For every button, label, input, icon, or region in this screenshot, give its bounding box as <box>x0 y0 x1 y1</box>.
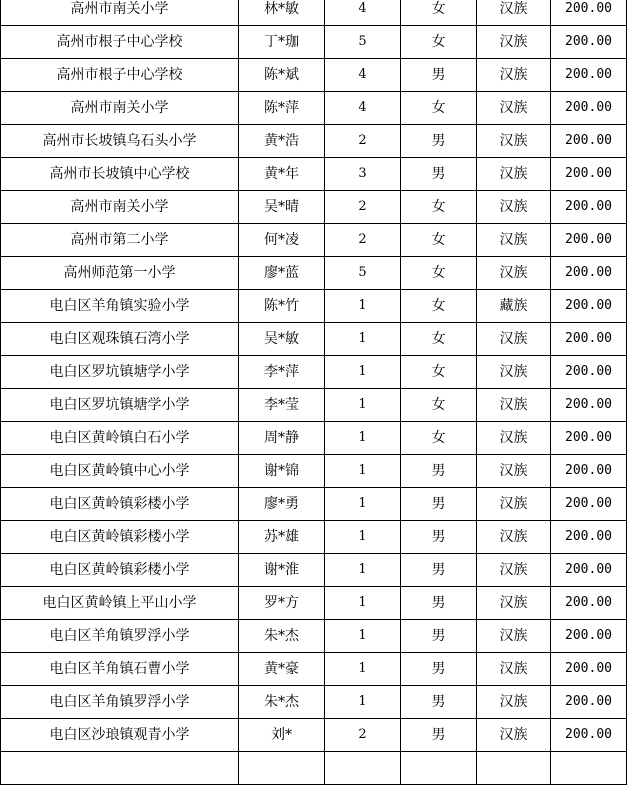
table-row <box>1 488 627 521</box>
school-cell: 电白区观珠镇石湾小学 <box>1 323 239 356</box>
amount-cell: 200.00 <box>551 191 627 224</box>
school-cell: 高州市南关小学 <box>1 191 239 224</box>
student-name-cell: 何*凌 <box>239 224 325 257</box>
ethnicity-cell: 汉族 <box>477 191 551 224</box>
school-cell: 高州市根子中心学校 <box>1 26 239 59</box>
ethnicity-cell: 汉族 <box>477 0 551 26</box>
ethnicity-cell: 汉族 <box>477 323 551 356</box>
gender-cell: 女 <box>401 290 477 323</box>
student-name-cell: 黄*豪 <box>239 653 325 686</box>
school-cell: 电白区黄岭镇彩楼小学 <box>1 488 239 521</box>
gender-cell: 女 <box>401 356 477 389</box>
amount-cell: 200.00 <box>551 158 627 191</box>
amount-cell: 200.00 <box>551 587 627 620</box>
gender-cell: 男 <box>401 554 477 587</box>
grade-cell: 1 <box>325 356 401 389</box>
grade-cell: 1 <box>325 290 401 323</box>
amount-cell: 200.00 <box>551 686 627 719</box>
student-name-cell: 陈*竹 <box>239 290 325 323</box>
gender-cell: 男 <box>401 719 477 752</box>
amount-cell: 200.00 <box>551 92 627 125</box>
ethnicity-cell: 汉族 <box>477 719 551 752</box>
ethnicity-cell: 汉族 <box>477 59 551 92</box>
table-row <box>1 224 627 257</box>
ethnicity-cell: 汉族 <box>477 158 551 191</box>
school-cell: 电白区黄岭镇彩楼小学 <box>1 521 239 554</box>
student-name-cell: 陈*斌 <box>239 59 325 92</box>
school-cell: 高州市南关小学 <box>1 0 239 26</box>
student-name-cell: 朱*杰 <box>239 620 325 653</box>
table-row <box>1 59 627 92</box>
grade-cell: 1 <box>325 323 401 356</box>
table-row <box>1 158 627 191</box>
school-cell: 高州市南关小学 <box>1 92 239 125</box>
grade-cell: 2 <box>325 191 401 224</box>
school-cell: 电白区羊角镇石曹小学 <box>1 653 239 686</box>
table-row <box>1 191 627 224</box>
table-row <box>1 521 627 554</box>
gender-cell: 女 <box>401 92 477 125</box>
amount-cell: 200.00 <box>551 323 627 356</box>
student-name-cell: 丁*珈 <box>239 26 325 59</box>
table-row <box>1 125 627 158</box>
ethnicity-cell: 汉族 <box>477 26 551 59</box>
table-row <box>1 653 627 686</box>
table-row <box>1 356 627 389</box>
table-row <box>1 620 627 653</box>
ethnicity-cell: 汉族 <box>477 521 551 554</box>
student-name-cell: 李*莹 <box>239 389 325 422</box>
grade-cell: 5 <box>325 257 401 290</box>
table-row <box>1 257 627 290</box>
school-cell: 电白区羊角镇罗浮小学 <box>1 686 239 719</box>
school-cell: 高州市根子中心学校 <box>1 59 239 92</box>
amount-cell: 200.00 <box>551 719 627 752</box>
school-cell: 高州师范第一小学 <box>1 257 239 290</box>
amount-cell: 200.00 <box>551 356 627 389</box>
ethnicity-cell: 汉族 <box>477 257 551 290</box>
roster-body <box>1 0 627 785</box>
student-name-cell: 林*敏 <box>239 0 325 26</box>
grade-cell: 1 <box>325 521 401 554</box>
table-row <box>1 752 627 785</box>
gender-cell: 女 <box>401 26 477 59</box>
amount-cell: 200.00 <box>551 389 627 422</box>
school-cell: 电白区黄岭镇白石小学 <box>1 422 239 455</box>
grade-cell: 1 <box>325 653 401 686</box>
table-row <box>1 26 627 59</box>
grade-cell: 1 <box>325 389 401 422</box>
gender-cell: 女 <box>401 0 477 26</box>
ethnicity-cell: 汉族 <box>477 488 551 521</box>
amount-cell: 200.00 <box>551 653 627 686</box>
table-row <box>1 323 627 356</box>
gender-cell: 男 <box>401 158 477 191</box>
school-cell: 电白区罗坑镇塘学小学 <box>1 389 239 422</box>
gender-cell: 女 <box>401 191 477 224</box>
student-name-cell: 罗*方 <box>239 587 325 620</box>
amount-cell: 200.00 <box>551 422 627 455</box>
amount-cell: 200.00 <box>551 59 627 92</box>
school-cell: 电白区羊角镇实验小学 <box>1 290 239 323</box>
student-name-cell: 吴*晴 <box>239 191 325 224</box>
gender-cell: 男 <box>401 125 477 158</box>
amount-cell: 200.00 <box>551 620 627 653</box>
gender-cell: 男 <box>401 620 477 653</box>
grade-cell: 2 <box>325 125 401 158</box>
table-row <box>1 554 627 587</box>
student-name-cell: 黄*年 <box>239 158 325 191</box>
table-row <box>1 587 627 620</box>
gender-cell: 女 <box>401 224 477 257</box>
ethnicity-cell: 汉族 <box>477 356 551 389</box>
gender-cell: 男 <box>401 59 477 92</box>
school-cell: 电白区罗坑镇塘学小学 <box>1 356 239 389</box>
grade-cell <box>325 752 401 785</box>
grade-cell: 1 <box>325 587 401 620</box>
student-name-cell: 苏*雄 <box>239 521 325 554</box>
school-cell: 电白区羊角镇罗浮小学 <box>1 620 239 653</box>
student-name-cell: 吴*敏 <box>239 323 325 356</box>
grade-cell: 5 <box>325 26 401 59</box>
student-name-cell: 谢*锦 <box>239 455 325 488</box>
student-name-cell: 朱*杰 <box>239 686 325 719</box>
student-name-cell: 周*静 <box>239 422 325 455</box>
grade-cell: 1 <box>325 686 401 719</box>
gender-cell: 女 <box>401 323 477 356</box>
school-cell: 高州市长坡镇中心学校 <box>1 158 239 191</box>
ethnicity-cell: 汉族 <box>477 620 551 653</box>
student-name-cell: 谢*淮 <box>239 554 325 587</box>
grade-cell: 4 <box>325 59 401 92</box>
grade-cell: 1 <box>325 620 401 653</box>
gender-cell <box>401 752 477 785</box>
table-row <box>1 686 627 719</box>
table-row <box>1 0 627 26</box>
grade-cell: 3 <box>325 158 401 191</box>
student-name-cell: 黄*浩 <box>239 125 325 158</box>
gender-cell: 男 <box>401 488 477 521</box>
ethnicity-cell: 汉族 <box>477 587 551 620</box>
ethnicity-cell: 汉族 <box>477 653 551 686</box>
gender-cell: 女 <box>401 257 477 290</box>
table-row <box>1 719 627 752</box>
gender-cell: 女 <box>401 389 477 422</box>
grade-cell: 1 <box>325 488 401 521</box>
grade-cell: 1 <box>325 422 401 455</box>
amount-cell: 200.00 <box>551 257 627 290</box>
ethnicity-cell: 汉族 <box>477 422 551 455</box>
table-row <box>1 290 627 323</box>
grade-cell: 1 <box>325 554 401 587</box>
table-row <box>1 389 627 422</box>
table-row <box>1 92 627 125</box>
amount-cell <box>551 752 627 785</box>
student-name-cell: 廖*蓝 <box>239 257 325 290</box>
amount-cell: 200.00 <box>551 554 627 587</box>
amount-cell: 200.00 <box>551 488 627 521</box>
school-cell: 电白区沙琅镇观青小学 <box>1 719 239 752</box>
school-cell: 电白区黄岭镇上平山小学 <box>1 587 239 620</box>
amount-cell: 200.00 <box>551 455 627 488</box>
grade-cell: 1 <box>325 455 401 488</box>
student-name-cell: 刘* <box>239 719 325 752</box>
ethnicity-cell: 藏族 <box>477 290 551 323</box>
school-cell <box>1 752 239 785</box>
school-cell: 电白区黄岭镇中心小学 <box>1 455 239 488</box>
gender-cell: 男 <box>401 455 477 488</box>
table-row <box>1 455 627 488</box>
ethnicity-cell <box>477 752 551 785</box>
ethnicity-cell: 汉族 <box>477 224 551 257</box>
school-cell: 电白区黄岭镇彩楼小学 <box>1 554 239 587</box>
ethnicity-cell: 汉族 <box>477 125 551 158</box>
gender-cell: 女 <box>401 422 477 455</box>
student-name-cell: 廖*勇 <box>239 488 325 521</box>
ethnicity-cell: 汉族 <box>477 554 551 587</box>
school-cell: 高州市第二小学 <box>1 224 239 257</box>
ethnicity-cell: 汉族 <box>477 389 551 422</box>
grade-cell: 2 <box>325 224 401 257</box>
ethnicity-cell: 汉族 <box>477 92 551 125</box>
gender-cell: 男 <box>401 587 477 620</box>
amount-cell: 200.00 <box>551 224 627 257</box>
gender-cell: 男 <box>401 521 477 554</box>
student-name-cell: 陈*萍 <box>239 92 325 125</box>
amount-cell: 200.00 <box>551 290 627 323</box>
student-name-cell <box>239 752 325 785</box>
ethnicity-cell: 汉族 <box>477 455 551 488</box>
amount-cell: 200.00 <box>551 521 627 554</box>
grade-cell: 4 <box>325 0 401 26</box>
grade-cell: 4 <box>325 92 401 125</box>
student-name-cell: 李*萍 <box>239 356 325 389</box>
amount-cell: 200.00 <box>551 26 627 59</box>
table-row <box>1 422 627 455</box>
amount-cell: 200.00 <box>551 125 627 158</box>
amount-cell: 200.00 <box>551 0 627 26</box>
ethnicity-cell: 汉族 <box>477 686 551 719</box>
school-cell: 高州市长坡镇乌石头小学 <box>1 125 239 158</box>
grade-cell: 2 <box>325 719 401 752</box>
gender-cell: 男 <box>401 653 477 686</box>
gender-cell: 男 <box>401 686 477 719</box>
